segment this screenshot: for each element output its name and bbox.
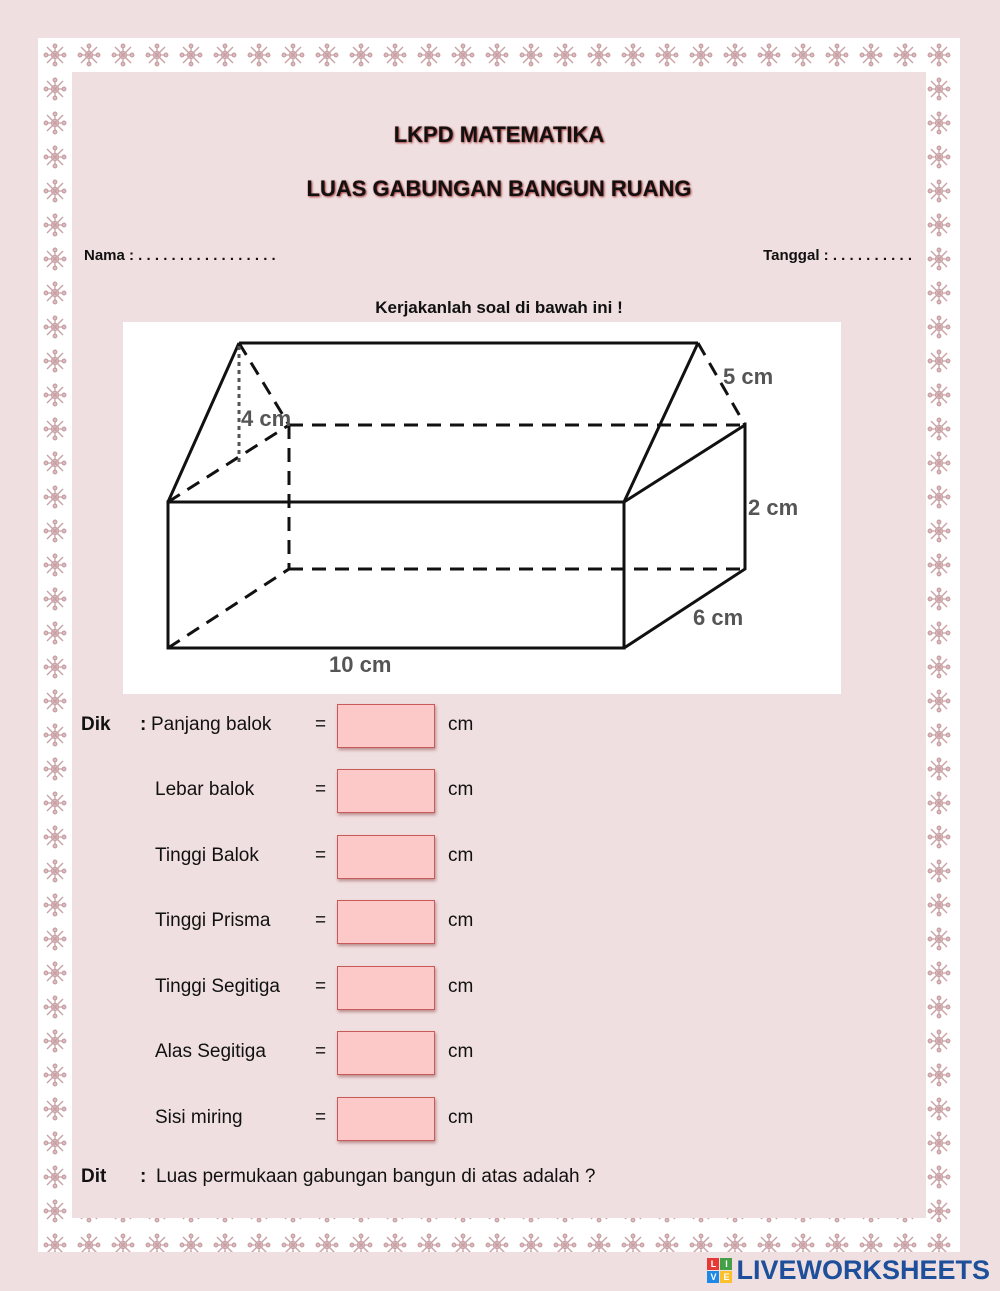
geometry-figure: [123, 322, 841, 694]
dik-row: [72, 1031, 926, 1075]
dik-colon: :: [140, 714, 147, 735]
equals-sign: =: [315, 714, 327, 735]
hidden-bottom-left-edge: [168, 569, 289, 648]
block-length-label: 10 cm: [329, 652, 392, 677]
brand-name: LIVEWORKSHEETS: [736, 1254, 990, 1285]
page-title: LKPD MATEMATIKA: [393, 122, 605, 147]
unit-label: cm: [448, 1041, 474, 1062]
prism-on-block-diagram: [123, 322, 841, 694]
page-subtitle: LUAS GABUNGAN BANGUN RUANG: [306, 176, 692, 201]
row-label: Lebar balok: [155, 779, 255, 800]
dit-colon: :: [140, 1166, 147, 1187]
name-field-label: Nama : . . . . . . . . . . . . . . . . .: [84, 247, 276, 264]
dik-label: Dik: [81, 714, 111, 735]
equals-sign: =: [315, 976, 327, 997]
dit-question: Luas permukaan gabungan bangun di atas adalah ?: [156, 1166, 596, 1187]
equals-sign: =: [315, 1041, 327, 1062]
tinggi-prisma-input[interactable]: [337, 900, 435, 944]
date-field-label: Tanggal : . . . . . . . . . .: [763, 247, 912, 264]
unit-label: cm: [448, 910, 474, 931]
panjang-balok-input[interactable]: [337, 704, 435, 748]
dik-row: [72, 769, 926, 813]
unit-label: cm: [448, 779, 474, 800]
worksheet-content: [72, 72, 926, 1218]
dik-row: [72, 704, 926, 748]
worksheet-page: [38, 38, 960, 1252]
block-width-label: 6 cm: [693, 605, 744, 630]
dik-row: [72, 835, 926, 879]
block-front-face: [168, 502, 624, 648]
dik-row: [72, 1097, 926, 1141]
alas-segitiga-input[interactable]: [337, 1031, 435, 1075]
unit-label: cm: [448, 845, 474, 866]
prism-front-left-edge: [168, 343, 239, 502]
row-label: Tinggi Balok: [155, 845, 259, 866]
liveworksheets-logo-icon: L I V E: [707, 1258, 732, 1283]
tinggi-balok-input[interactable]: [337, 835, 435, 879]
row-label: Sisi miring: [155, 1107, 243, 1128]
instruction-text: Kerjakanlah soal di bawah ini !: [375, 298, 623, 317]
dik-row: [72, 900, 926, 944]
tinggi-segitiga-input[interactable]: [337, 966, 435, 1010]
sisi-miring-input[interactable]: [337, 1097, 435, 1141]
equals-sign: =: [315, 910, 327, 931]
dit-label: Dit: [81, 1166, 107, 1187]
row-label: Alas Segitiga: [155, 1041, 266, 1062]
prism-height-label: 4 cm: [241, 406, 292, 431]
equals-sign: =: [315, 845, 327, 866]
unit-label: cm: [448, 1107, 474, 1128]
dik-row: [72, 966, 926, 1010]
row-label: Tinggi Segitiga: [155, 976, 280, 997]
equals-sign: =: [315, 1107, 327, 1128]
block-height-label: 2 cm: [748, 495, 799, 520]
equals-sign: =: [315, 779, 327, 800]
unit-label: cm: [448, 976, 474, 997]
row-label: Panjang balok: [151, 714, 272, 735]
slant-side-label: 5 cm: [723, 364, 774, 389]
liveworksheets-brand: [707, 1254, 990, 1286]
lebar-balok-input[interactable]: [337, 769, 435, 813]
unit-label: cm: [448, 714, 474, 735]
row-label: Tinggi Prisma: [155, 910, 271, 931]
